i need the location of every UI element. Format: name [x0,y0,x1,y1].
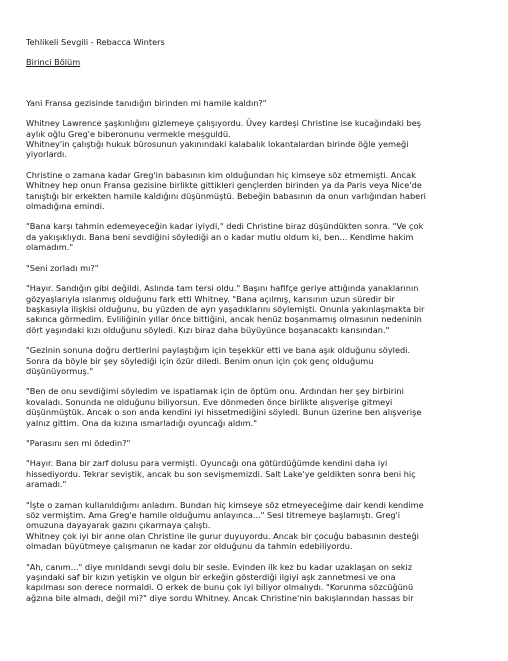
text-line: sakınca görmedim. Evliliğinin yıllar önce bittiğini, ancak henüz boşanmamış olmasının nedeninin [26,314,422,325]
text-line: omuzuna dayayarak gazını çıkarmaya çalıştı. [26,520,211,531]
text-line: Whitney'in çalıştığı hukuk bürosunun yakınındaki kalabalık lokantalardan birinde öğle yemeği [26,139,409,150]
paragraph [26,458,488,489]
text-line: Whitney Lawrence şaşkınlığını gizlemeye çalışıyordu. Üvey kardeşi Christine ise kucağındaki beş [26,118,422,129]
text-line: "Bana karşı tahmin edemeyeceğin kadar iyiydi," dedi Christine biraz düşündükten sonra. "Ve çok [26,221,424,232]
paragraph [26,263,488,273]
text-line: dört yaşındaki kızı olduğunu söyledi. Kızı biraz daha büyüyünce boşanacaktı karısından." [26,324,390,335]
text-line: Yani Fransa gezisinde tanıdığın birinden mi hamile kaldın?" [26,97,267,108]
text-line: Christine o zamana kadar Greg'in babasının kim olduğundan hiç kimseye söz etmemişti. Ancak [26,169,416,180]
text-line: "Hayır. Bana bir zarf dolusu para vermişti. Oyuncağı ona götürdüğümde kendini daha iyi [26,458,388,469]
text-line: tanıştığı bir erkekten hamile kaldığını düşünmüştü. Bebeğin babasının da onun varlığından haberi [26,190,426,201]
text-line: "Gezinin sonuna doğru dertlerini paylaştığım için teşekkür etti ve bana aşık olduğunu söyledi. [26,345,411,356]
text-line: yiyorlardı. [26,149,67,160]
text-line: Whitney hep onun Fransa gezisine birlikte gittikleri gençlerden birinden ya da Paris veya Nice'de [26,180,422,191]
text-line: söz vermiştim. Ama Greg'e hamile olduğumu anlayınca..." Sesi titremeye başlamıştı. Greg'i [26,510,401,520]
paragraph [26,283,488,335]
text-line: olmadığına emindi. [26,201,105,212]
text-line: Whitney çok iyi bir anne olan Christine ile gurur duyuyordu. Ancak bir çocuğu babasının desteği [26,530,419,541]
paragraph [26,118,488,160]
paragraph [26,386,488,428]
text-line: "Parasını sen mi ödedin?" [26,437,131,448]
text-line: düşünüyormuş." [26,365,94,376]
text-line: olamadım." [26,242,74,253]
paragraph [26,500,488,552]
text-line: "Hayır. Sandığın gibi değildi. Aslında tam tersi oldu." Başını hafifçe geriye attığında yanaklarının [26,283,419,294]
text-line: "Ah, canım..." diye mırıldandı sevgi dolu bir sesle. Evinden ilk kez bu kadar uzaklaşan on sekiz [26,561,413,572]
text-line: ağzına bile almadı, değil mi?" diye sordu Whitney. Ancak Christine'nin bakışlarından hassas bir [26,592,414,603]
text-line: kapılması son derece normaldi. O erkek de bunu çok iyi biliyor olmalıydı. "Korunma sözcüğünü [26,582,414,593]
paragraph [26,98,488,108]
text-line: yalnız gittim. Ona da kızına ısmarladığı oyuncağı aldım." [26,417,257,428]
text-line: "Seni zorladı mı?" [26,262,99,273]
text-line: başkasıyla ilişkisi olduğunu, bu yüzden de ayrı yaşadıklarını söylemişti. Onunla yakınlaşmakta bir [26,303,425,314]
document-body [26,98,488,603]
paragraph [26,170,488,212]
text-line: yaşındaki saf bir kızın yetişkin ve olgun bir erkeğin gösterdiği ilgiyi aşk zannetmesi ve ona [26,572,396,583]
text-line: da yakışıklıydı. Bana beni sevdiğini söylediği an o kadar mutlu oldum ki, ben... Kendime hakim [26,231,414,242]
text-line: düşünmüştük. Ancak o son anda kendini iyi hissetmediğini söyledi. Bunun üzerine ben alışverişe [26,407,422,418]
text-line: hissediyordu. Tekrar seviştik, ancak bu son sevişmemizdi. Salt Lake'ye geldikten sonra beni hiç [26,468,416,479]
text-line: kovaladı. Sonunda ne olduğunu biliyorsun. Eve dönmeden önce birlikte alışverişe gitmeyi [26,396,393,407]
document-title: Tehlikeli Sevgili - Rebacca Winters [26,37,165,47]
text-line: Sonra da böyle bir şey söylediği için özür diledi. Benim onun için çok genç olduğumu [26,355,374,366]
paragraph [26,562,488,604]
paragraph [26,345,488,376]
text-line: "Ben de onu sevdiğimi söyledim ve ispatlamak için de öptüm onu. Ardından her şey birbirini [26,386,404,397]
paragraph [26,221,488,252]
chapter-heading-link[interactable]: Birinci Bölüm [26,57,81,68]
text-line: olmadan büyütmeye çalışmanın ne kadar zor olduğunu da tahmin edebiliyordu. [26,541,353,552]
text-line: aylık oğlu Greg'e biberonunu vermekle meşguldü. [26,128,231,139]
text-line: aramadı." [26,479,67,490]
text-line: gözyaşlarıyla ıslanmış olduğunu fark etti Whitney. "Bana açılmış, karısının uzun süredir bir [26,293,395,304]
text-line: "İşte o zaman kullanıldığımı anladım. Bundan hiç kimseye söz etmeyeceğime dair kendi kendime [26,499,424,510]
paragraph [26,438,488,448]
